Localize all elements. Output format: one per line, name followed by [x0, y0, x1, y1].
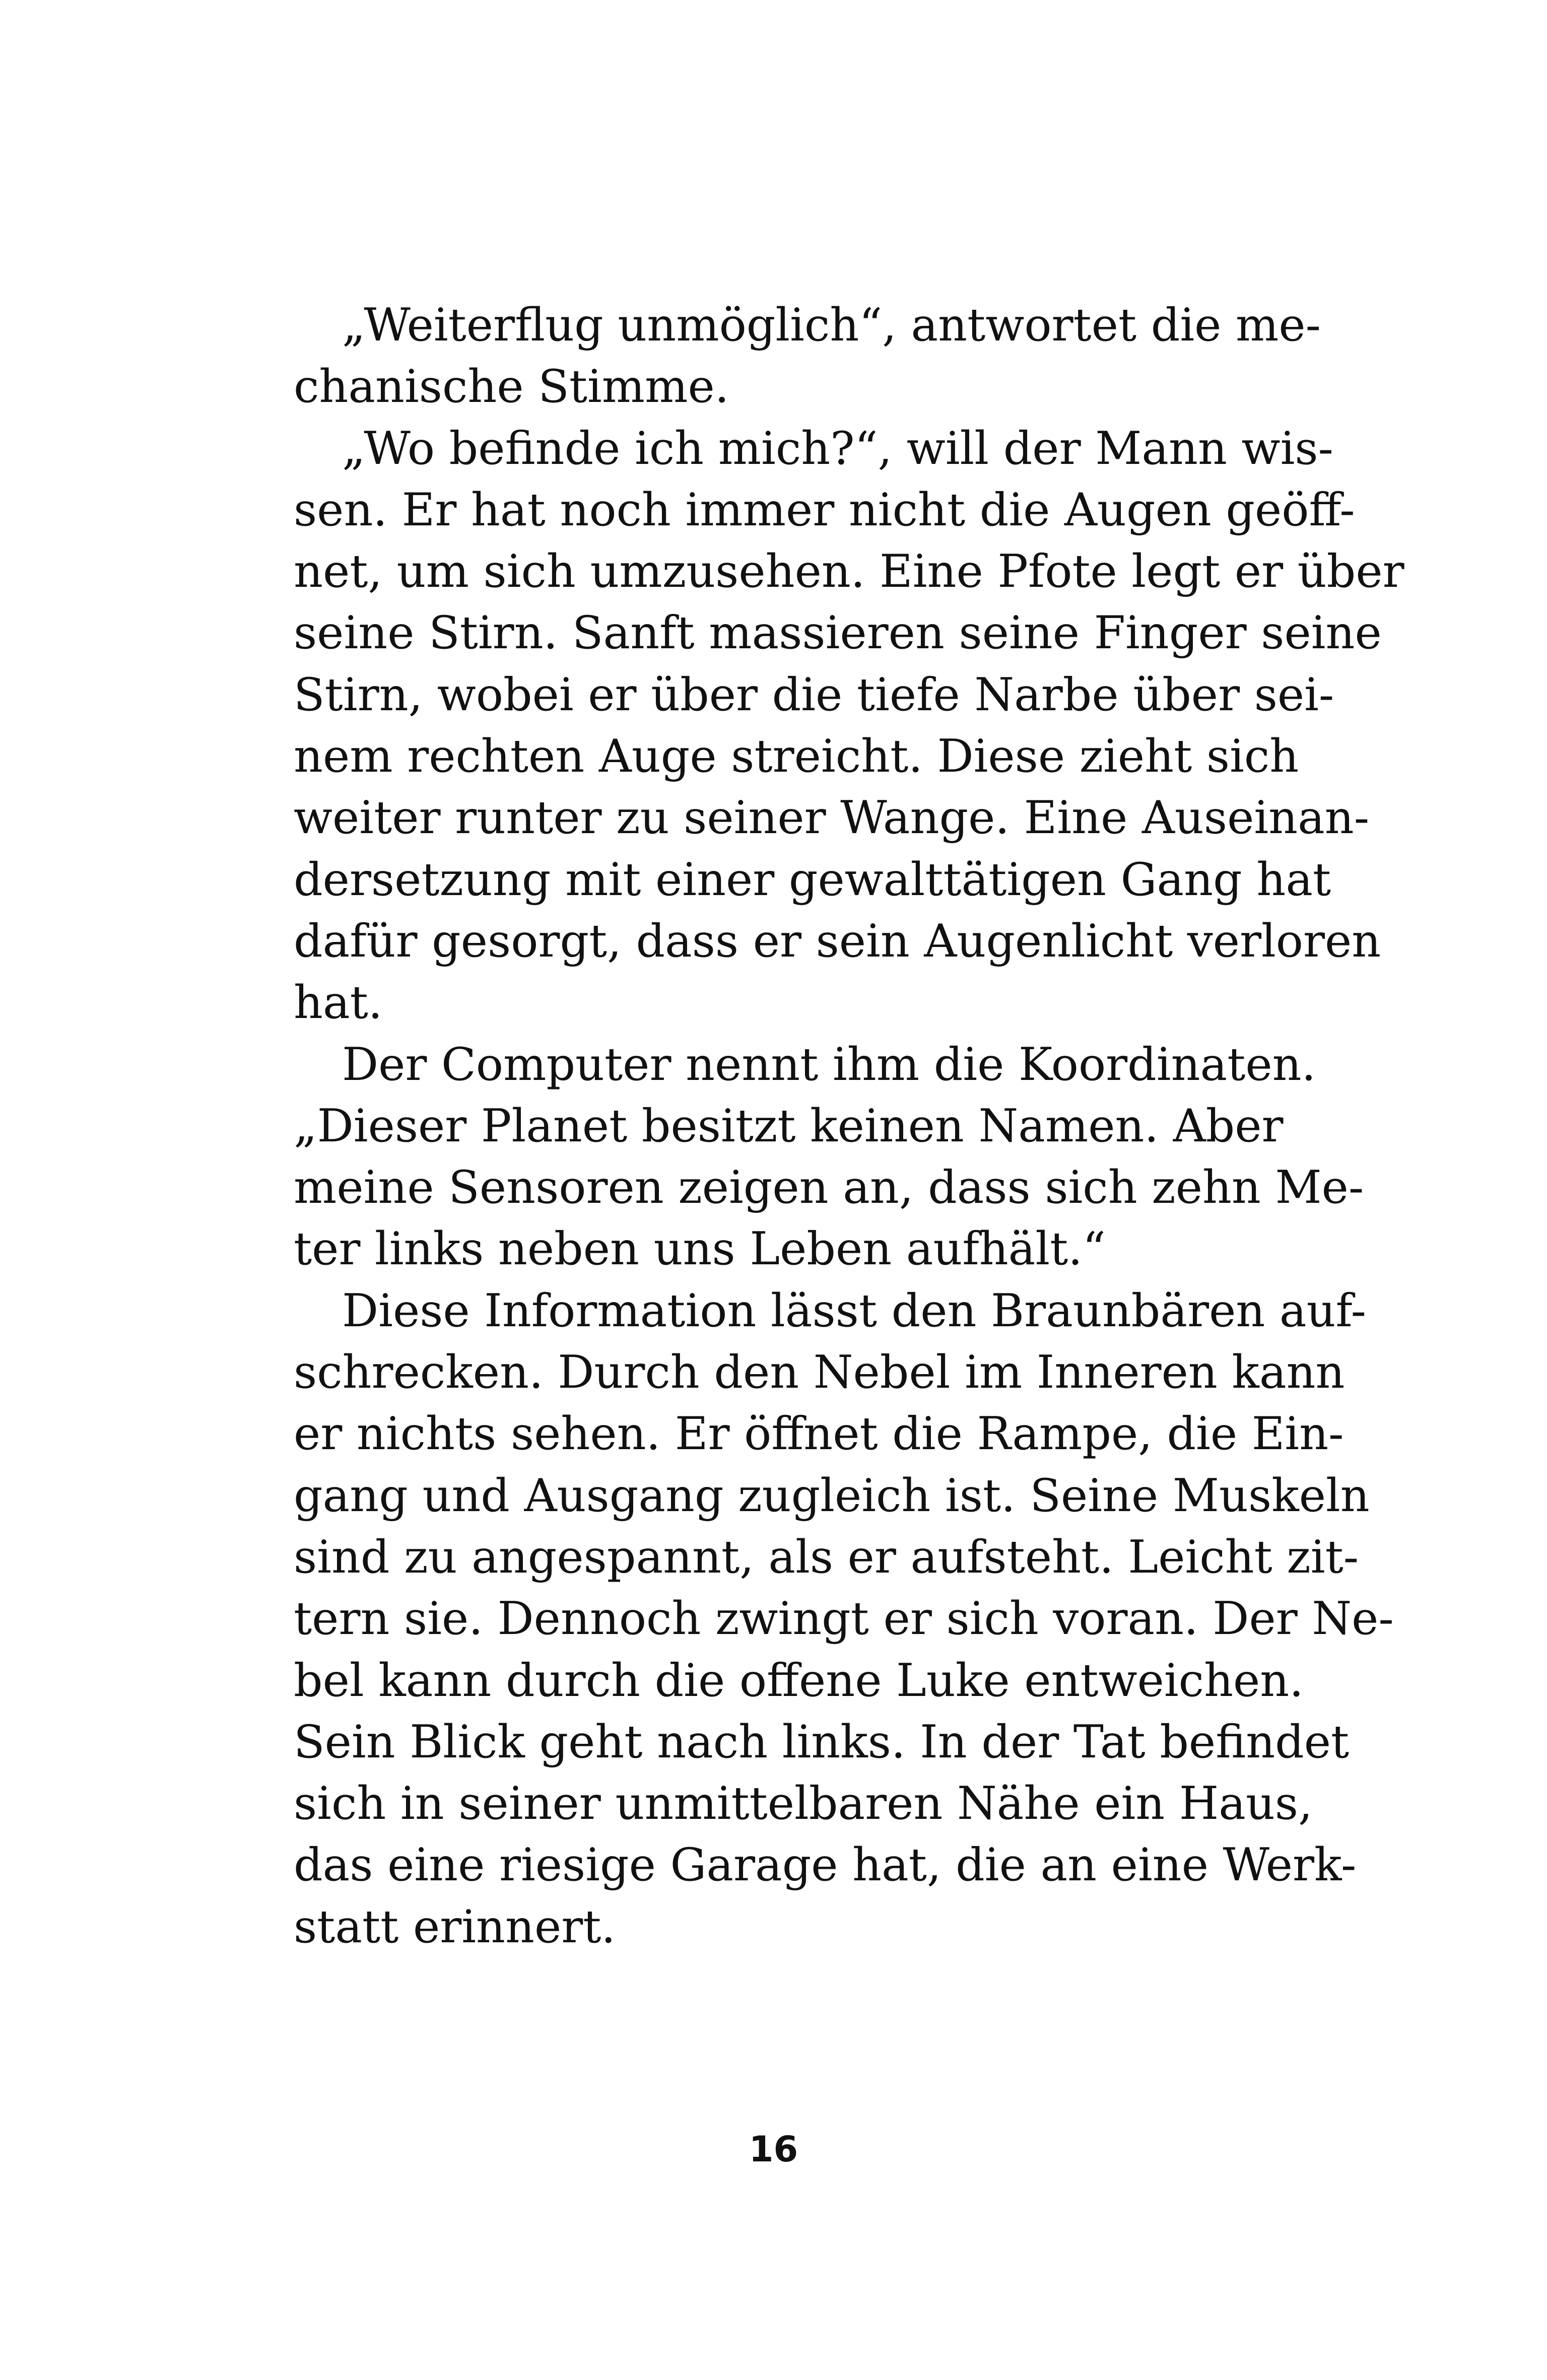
- text-line: dersetzung mit einer gewalttätigen Gang hat: [294, 853, 1331, 906]
- text-line: weiter runter zu seiner Wange. Eine Auseinan-: [294, 791, 1370, 845]
- text-line: sind zu angespannt, als er aufsteht. Leicht zit-: [294, 1530, 1359, 1584]
- text-line: ter links neben uns Leben aufhält.“: [294, 1222, 1106, 1276]
- text-line: net, um sich umzusehen. Eine Pfote legt er über: [294, 545, 1404, 598]
- text-line: sich in seiner unmittelbaren Nähe ein Haus,: [294, 1777, 1313, 1830]
- text-line: sen. Er hat noch immer nicht die Augen geöff-: [294, 483, 1355, 536]
- text-line: nem rechten Auge streicht. Diese zieht sich: [294, 730, 1299, 783]
- text-line: gang und Ausgang zugleich ist. Seine Muskeln: [294, 1469, 1370, 1522]
- text-line: Der Computer nennt ihm die Koordinaten.: [342, 1038, 1316, 1091]
- text-line: Diese Information lässt den Braunbären auf-: [342, 1284, 1367, 1337]
- text-line: „Dieser Planet besitzt keinen Namen. Aber: [294, 1099, 1284, 1152]
- body-text: [294, 295, 1404, 1958]
- text-line: dafür gesorgt, dass er sein Augenlicht verloren: [294, 914, 1381, 968]
- text-line: Sein Blick geht nach links. In der Tat befindet: [294, 1715, 1350, 1769]
- text-line: „Weiterflug unmöglich“, antwortet die me-: [342, 299, 1321, 352]
- text-line: „Wo befinde ich mich?“, will der Mann wis-: [342, 422, 1333, 475]
- text-line: er nichts sehen. Er öffnet die Rampe, die Ein-: [294, 1407, 1344, 1461]
- text-line: bel kann durch die offene Luke entweichen.: [294, 1654, 1304, 1707]
- text-line: chanische Stimme.: [294, 360, 729, 414]
- text-line: statt erinnert.: [294, 1900, 616, 1953]
- text-line: schrecken. Durch den Nebel im Inneren kann: [294, 1346, 1345, 1399]
- text-line: das eine riesige Garage hat, die an eine Werk-: [294, 1839, 1357, 1892]
- text-line: tern sie. Dennoch zwingt er sich voran. Der Ne-: [294, 1592, 1394, 1646]
- page-number: 16: [749, 2129, 798, 2170]
- text-line: meine Sensoren zeigen an, dass sich zehn Me-: [294, 1161, 1364, 1214]
- text-line: Stirn, wobei er über die tiefe Narbe über sei-: [294, 668, 1334, 721]
- text-line: hat.: [294, 976, 383, 1030]
- text-line: seine Stirn. Sanft massieren seine Finger seine: [294, 606, 1382, 660]
